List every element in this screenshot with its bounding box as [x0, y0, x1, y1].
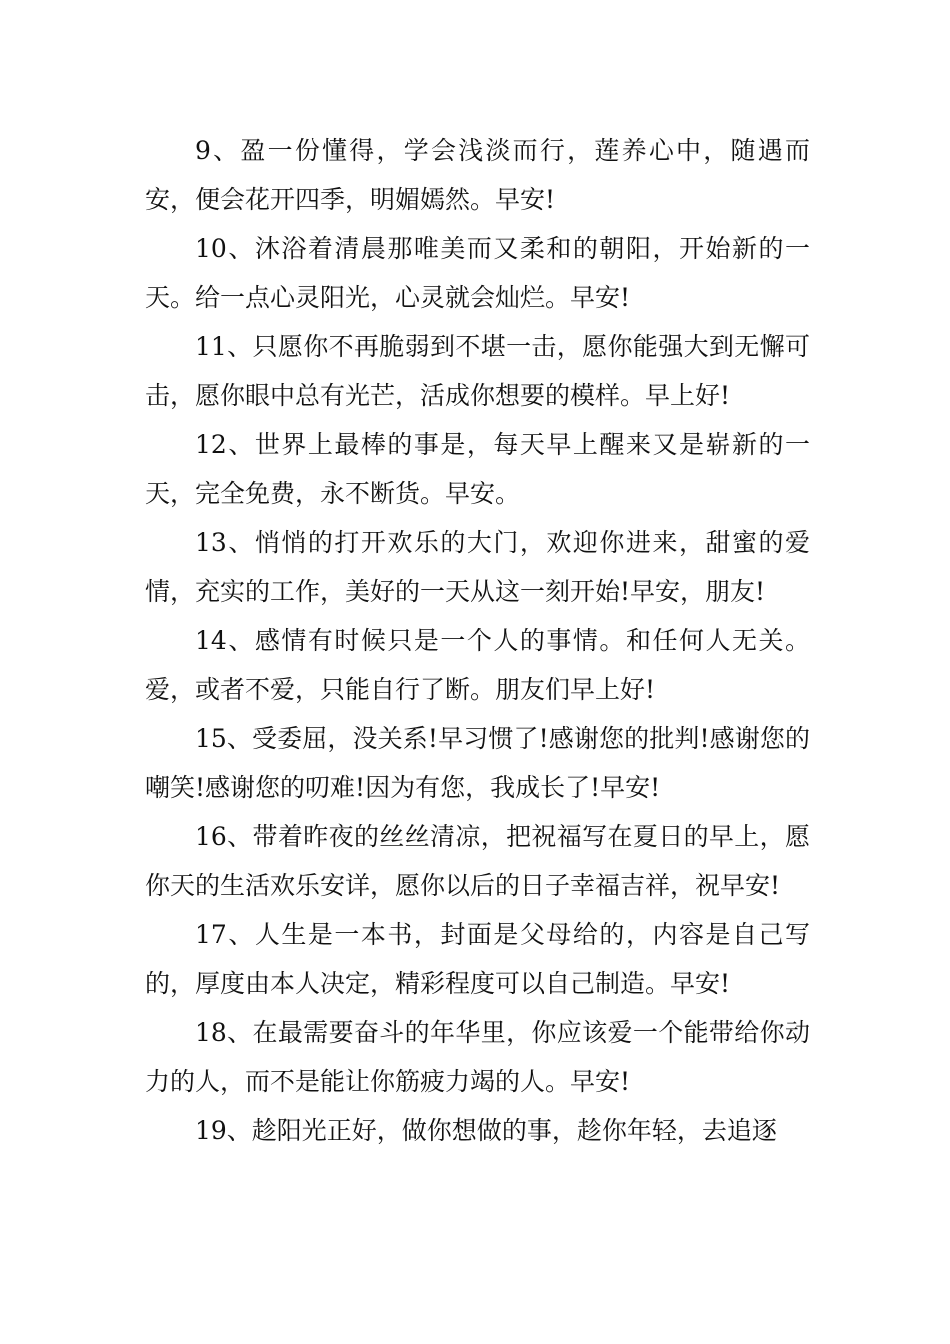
paragraph-9: 9、盈一份懂得，学会浅淡而行，莲养心中，随遇而安，便会花开四季，明媚嫣然。早安! — [145, 136, 810, 214]
paragraph-10: 10、沐浴着清晨那唯美而又柔和的朝阳，开始新的一天。给一点心灵阳光，心灵就会灿烂。早安! — [145, 234, 810, 312]
paragraph-17: 17、人生是一本书，封面是父母给的，内容是自己写的，厚度由本人决定，精彩程度可以自己制造。早安! — [145, 920, 810, 998]
paragraph-19: 19、趁阳光正好，做你想做的事，趁你年轻，去追逐 — [195, 1116, 777, 1145]
paragraph-14: 14、感情有时候只是一个人的事情。和任何人无关。爱，或者不爱，只能自行了断。朋友们早上好! — [145, 626, 810, 704]
paragraph-11: 11、只愿你不再脆弱到不堪一击，愿你能强大到无懈可击，愿你眼中总有光芒，活成你想要的模样。早上好! — [145, 332, 810, 410]
document-body — [145, 126, 810, 1155]
paragraph-15: 15、受委屈，没关系!早习惯了!感谢您的批判!感谢您的嘲笑!感谢您的叨难!因为有您，我成长了!早安! — [145, 724, 810, 802]
paragraph-12: 12、世界上最棒的事是，每天早上醒来又是崭新的一天，完全免费，永不断货。早安。 — [145, 430, 810, 508]
paragraph-18: 18、在最需要奋斗的年华里，你应该爱一个能带给你动力的人，而不是能让你筋疲力竭的人。早安! — [145, 1018, 810, 1096]
paragraph-16: 16、带着昨夜的丝丝清凉，把祝福写在夏日的早上，愿你天的生活欢乐安详，愿你以后的日子幸福吉祥，祝早安! — [145, 822, 810, 900]
paragraph-13: 13、悄悄的打开欢乐的大门，欢迎你进来，甜蜜的爱情，充实的工作，美好的一天从这一刻开始!早安，朋友! — [145, 528, 810, 606]
